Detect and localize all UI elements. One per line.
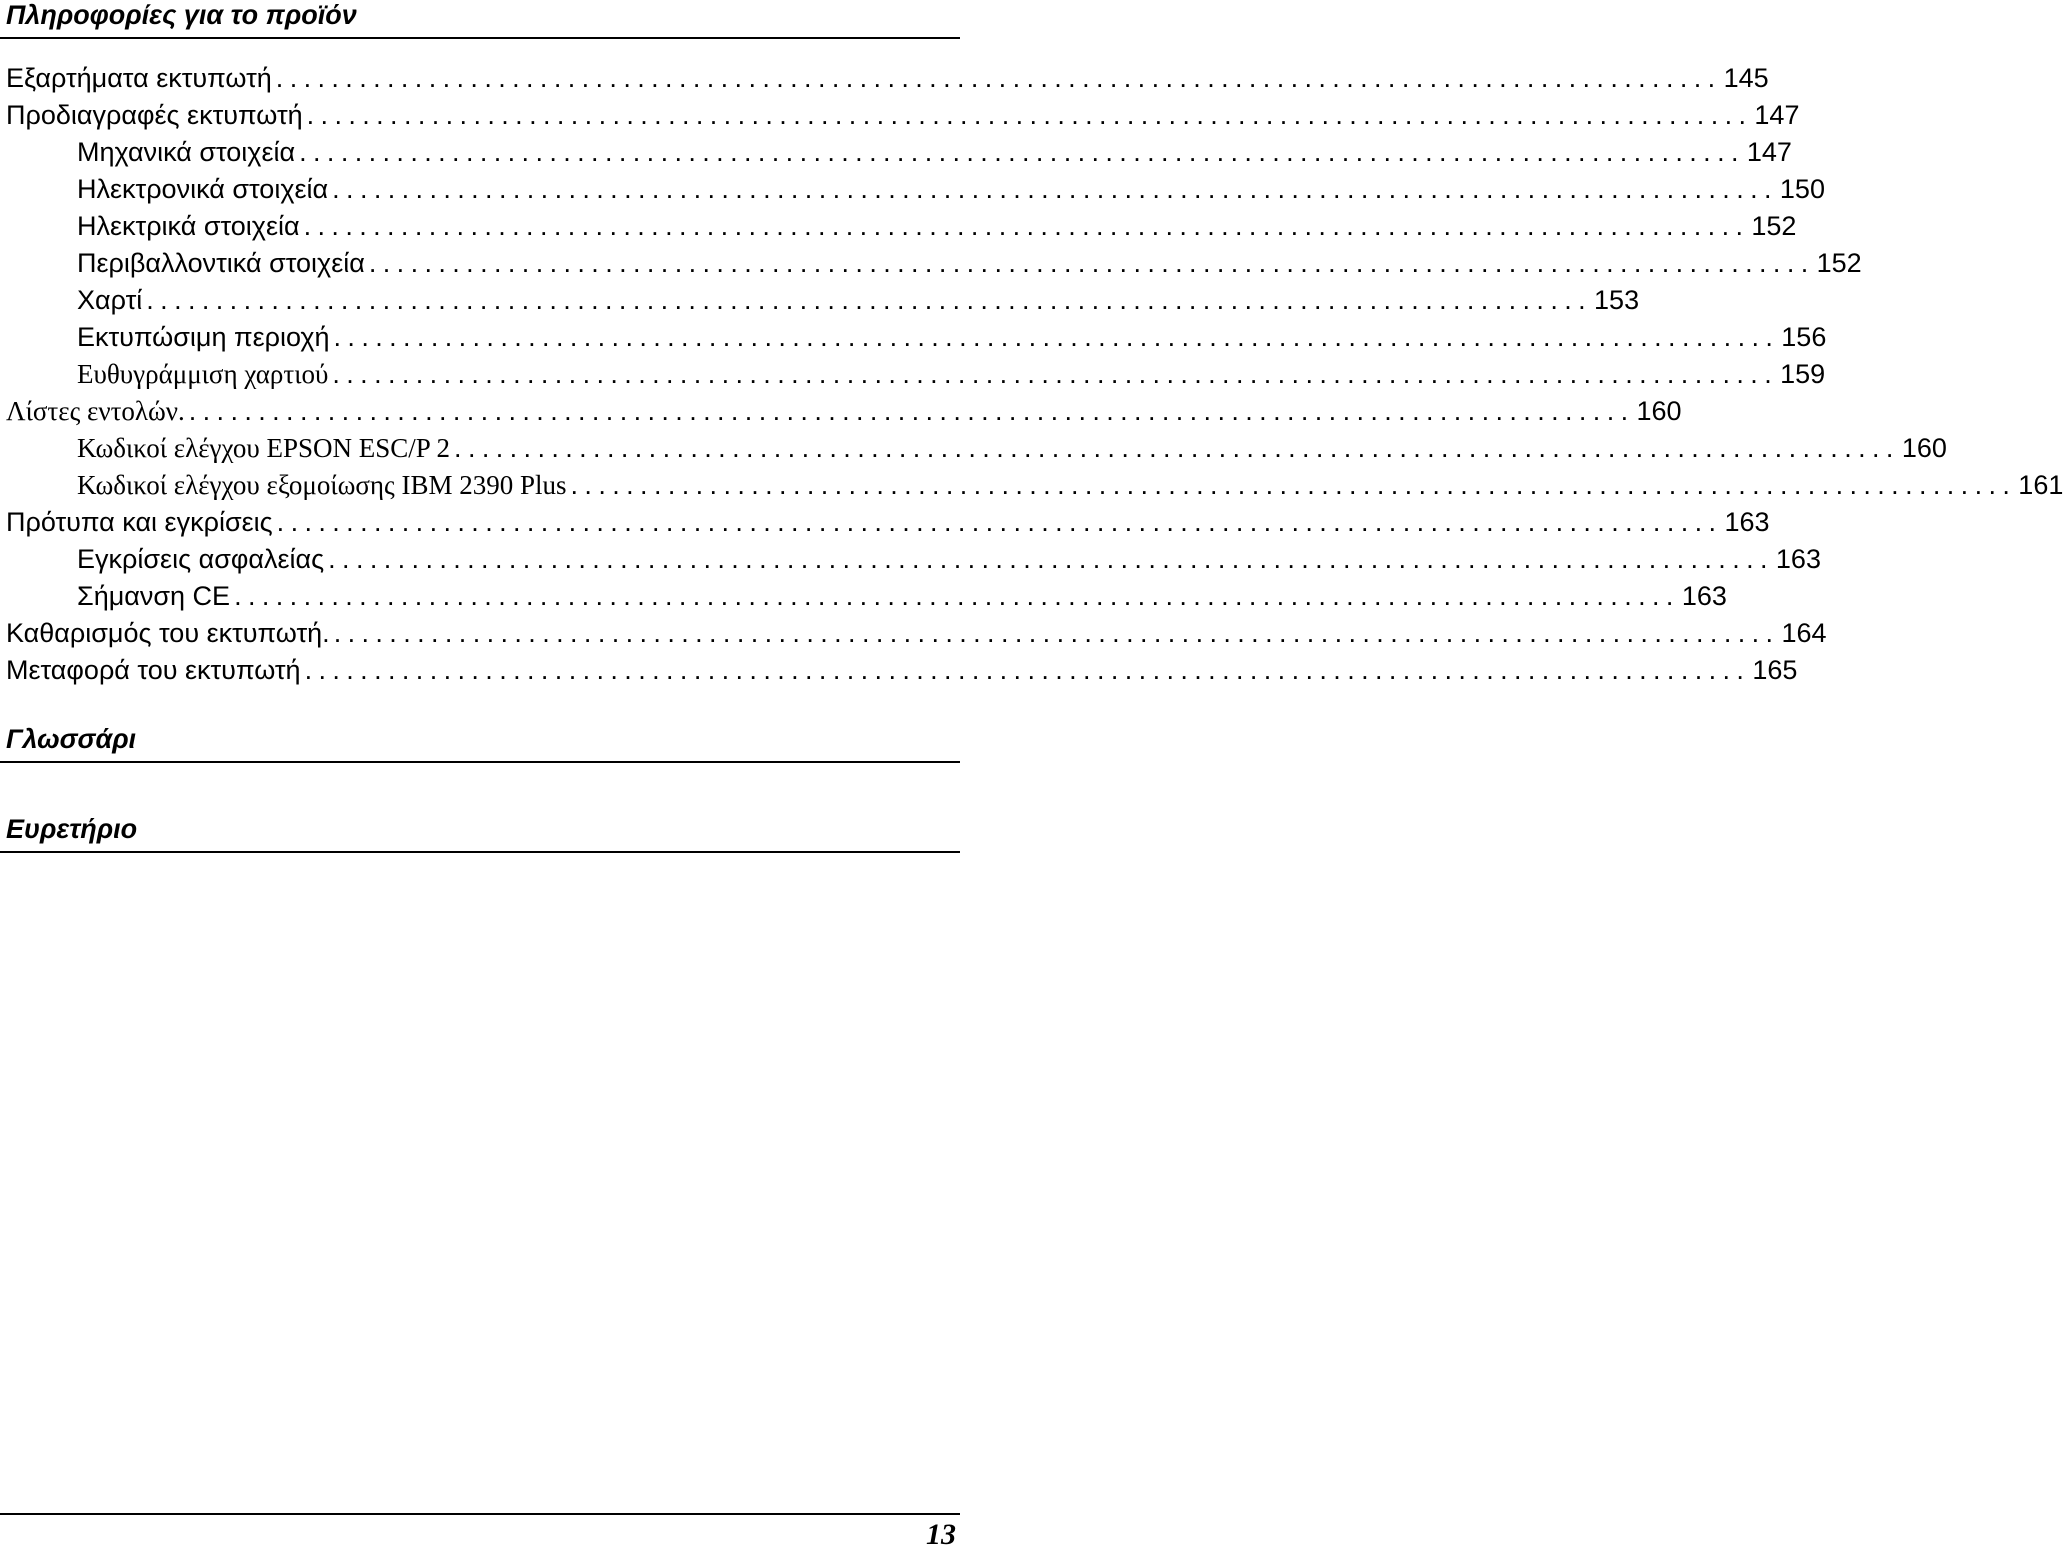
toc-entry[interactable] (0, 426, 1947, 463)
toc-entry-page: 163 (1775, 544, 1821, 574)
toc-entry-title: Περιβαλλοντικά στοιχεία (77, 248, 365, 278)
toc-entry-title: Πρότυπα και εγκρίσεις (6, 507, 273, 537)
toc-entry-page: 147 (1746, 137, 1792, 167)
toc-entry-title: Μηχανικά στοιχεία (77, 137, 296, 167)
toc-entry[interactable] (0, 315, 1827, 352)
toc-entry-title: Ευθυγράμμιση χαρτιού (77, 359, 329, 389)
toc-dot-leader: ........................................................................................................ (275, 63, 1722, 93)
toc-entry-title: Εξαρτήματα εκτυπωτή (6, 63, 272, 93)
toc-list (0, 56, 2063, 685)
section-rule-glossary (0, 761, 960, 763)
section-heading-product-info: Πληροφορίες για το προϊόν (6, 0, 357, 30)
toc-dot-leader: ........................................................................................................ (332, 174, 1778, 204)
toc-entry[interactable] (0, 241, 1862, 278)
toc-entry[interactable] (0, 93, 1800, 130)
toc-entry[interactable] (0, 389, 1682, 426)
toc-entry-title: Χαρτί (77, 285, 143, 315)
section-rule-product-info (0, 37, 960, 39)
toc-entry-title: Κωδικοί ελέγχου εξομοίωσης IBM 2390 Plus (77, 470, 567, 500)
toc-entry[interactable] (0, 56, 1769, 93)
toc-dot-leader: ........................................................................................................ (306, 100, 1753, 130)
toc-entry-page: 152 (1816, 248, 1862, 278)
toc-entry-page: 161 (2018, 470, 2063, 500)
toc-entry-page: 160 (1901, 433, 1947, 463)
toc-dot-leader: ........................................................................................................ (454, 433, 1900, 463)
toc-dot-leader: ........................................................................................................ (276, 507, 1723, 537)
toc-entry-page: 156 (1781, 322, 1827, 352)
toc-entry[interactable] (0, 204, 1797, 241)
toc-entry-page: 147 (1754, 100, 1800, 130)
toc-entry-page: 163 (1724, 507, 1770, 537)
toc-dot-leader: ........................................................................................................ (570, 470, 2017, 500)
toc-entry-title: Καθαρισμός του εκτυπωτή. (6, 618, 330, 648)
toc-entry-title: Λίστες εντολών. (6, 396, 185, 426)
toc-entry-title: Προδιαγραφές εκτυπωτή (6, 100, 303, 130)
toc-entry-title: Σήμανση CE (77, 581, 231, 611)
toc-dot-leader: ........................................................................................................ (188, 396, 1635, 426)
toc-entry-page: 153 (1594, 285, 1640, 315)
toc-entry-title: Εγκρίσεις ασφαλείας (77, 544, 325, 574)
toc-dot-leader: ........................................................................................................ (333, 322, 1780, 352)
toc-entry[interactable] (0, 352, 1826, 389)
toc-entry-title: Ηλεκτρονικά στοιχεία (77, 174, 329, 204)
toc-entry-page: 145 (1723, 63, 1769, 93)
toc-entry[interactable] (0, 648, 1798, 685)
toc-entry[interactable] (0, 130, 1792, 167)
toc-entry[interactable] (0, 463, 2063, 500)
toc-entry[interactable] (0, 500, 1770, 537)
toc-entry-title: Εκτυπώσιμη περιοχή (77, 322, 330, 352)
toc-entry-title: Κωδικοί ελέγχου EPSON ESC/P 2 (77, 433, 451, 463)
toc-dot-leader: ........................................................................................................ (368, 248, 1815, 278)
toc-entry[interactable] (0, 167, 1825, 204)
toc-dot-leader: ........................................................................................................ (333, 618, 1780, 648)
toc-entry-title: Μεταφορά του εκτυπωτή (6, 655, 301, 685)
toc-entry[interactable] (0, 278, 1640, 315)
toc-dot-leader: ........................................................................................................ (303, 211, 1750, 241)
toc-dot-leader: ........................................................................................................ (234, 581, 1680, 611)
toc-entry-title: Ηλεκτρικά στοιχεία (77, 211, 300, 241)
toc-entry-page: 164 (1781, 618, 1827, 648)
section-heading-glossary[interactable]: Γλωσσάρι (6, 724, 137, 754)
toc-entry-page: 150 (1779, 174, 1825, 204)
toc-entry-page: 165 (1752, 655, 1798, 685)
toc-entry-page: 160 (1636, 396, 1682, 426)
section-heading-index[interactable]: Ευρετήριο (6, 814, 138, 844)
toc-dot-leader: ........................................................................................................ (299, 137, 1745, 167)
toc-entry-page: 159 (1780, 359, 1826, 389)
toc-dot-leader: ........................................................................................................ (332, 359, 1779, 389)
toc-entry[interactable] (0, 574, 1727, 611)
footer-rule (0, 1513, 960, 1515)
toc-entry[interactable] (0, 537, 1821, 574)
toc-dot-leader: ........................................................................................................ (304, 655, 1751, 685)
toc-entry-page: 163 (1681, 581, 1727, 611)
toc-dot-leader: ........................................................................................................ (146, 285, 1593, 315)
toc-entry-page: 152 (1751, 211, 1797, 241)
toc-dot-leader: ........................................................................................................ (328, 544, 1774, 574)
toc-entry[interactable] (0, 611, 1827, 648)
page-number: 13 (926, 1518, 956, 1551)
section-rule-index (0, 851, 960, 853)
